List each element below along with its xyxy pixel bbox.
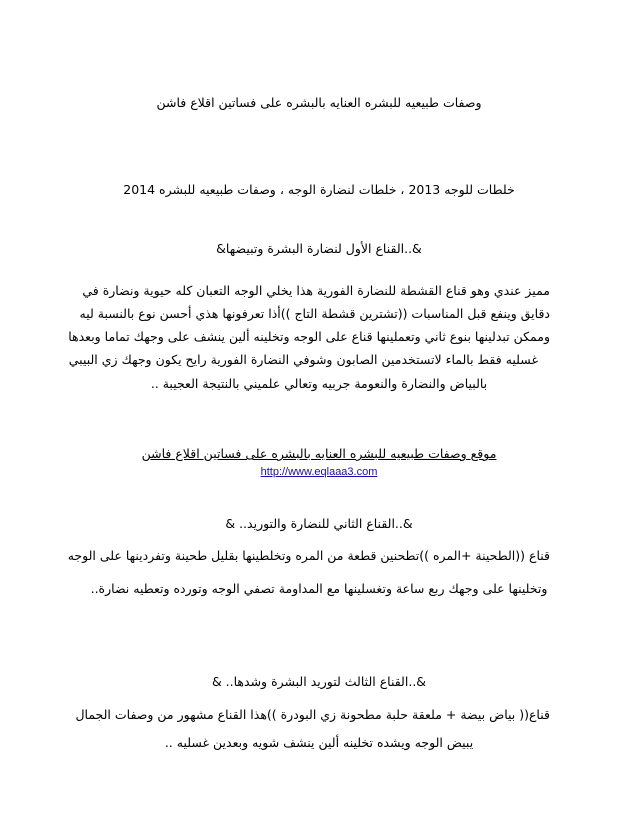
section1-line-3: وممكن تبدلينها بنوع ثاني وتعملينها قناع على الوجه وتخلينه ألين ينشف على وجهك تماما وبعدها <box>68 329 550 344</box>
section2-line-1: قناع ((الطحينة +المره ))تطحنين قطعة من المره وتخلطينها بقليل طحينة وتفردينها على الوجه <box>67 548 550 563</box>
site-url[interactable]: http://www.eqlaaa3.com <box>260 466 378 478</box>
site-link-text[interactable]: موقع وصفات طبيعيه للبشره العنايه بالبشره على فساتين اقلاع فاشن <box>141 446 497 461</box>
section2-line-2: وتخلينها على وجهك ربع ساعة وتغسلينها مع المداومة تصفي الوجه وتورده وتعطيه نضارة.. <box>90 581 548 596</box>
section3-line-2: يبيض الوجه ويشده تخلينه ألين ينشف شويه وبعدين غسليه .. <box>164 735 474 750</box>
section1-line-5: بالبياض والنضارة والنعومة جربيه وتعالي علميني بالنتيجة العجيبة .. <box>150 376 488 391</box>
section3-line-1: قناع(( بياض بيضة + ملعقة حلبة مطحونة زي البودرة ))هذا القناع مشهور من وصفات الجمال <box>75 707 550 722</box>
section2-heading: &..القناع الثاني للنضارة والتوريد.. & <box>225 516 413 531</box>
section1-heading: &..القناع الأول لنضارة البشرة وتبيضها& <box>216 241 422 256</box>
section1-line-2: دقايق وينفع قبل المناسبات ((تشترين قشطة التاج ))أذا تعرفونها هذي أحسن نوع بالنسبة ليه <box>79 306 550 321</box>
document-subtitle: خلطات للوجه 2013 ، خلطات لنضارة الوجه ، وصفات طبيعيه للبشره 2014 <box>123 182 515 197</box>
section1-line-1: مميز عندي وهو قناع القشطة للنضارة الفورية هذا يخلي الوجه التعبان كله حيوية ونضارة في <box>82 283 550 298</box>
section1-line-4: غسليه فقط بالماء لاتستخدمين الصابون وشوفي النضارة الفورية رايح يكون وجهك زي البيبي <box>68 352 538 367</box>
section3-heading: &..القناع الثالث لتوريد البشرة وشدها.. & <box>211 674 427 689</box>
document-title: وصفات طبيعيه للبشره العنايه بالبشره على فساتين اقلاع فاشن <box>156 95 482 110</box>
site-url-line[interactable] <box>90 461 548 482</box>
